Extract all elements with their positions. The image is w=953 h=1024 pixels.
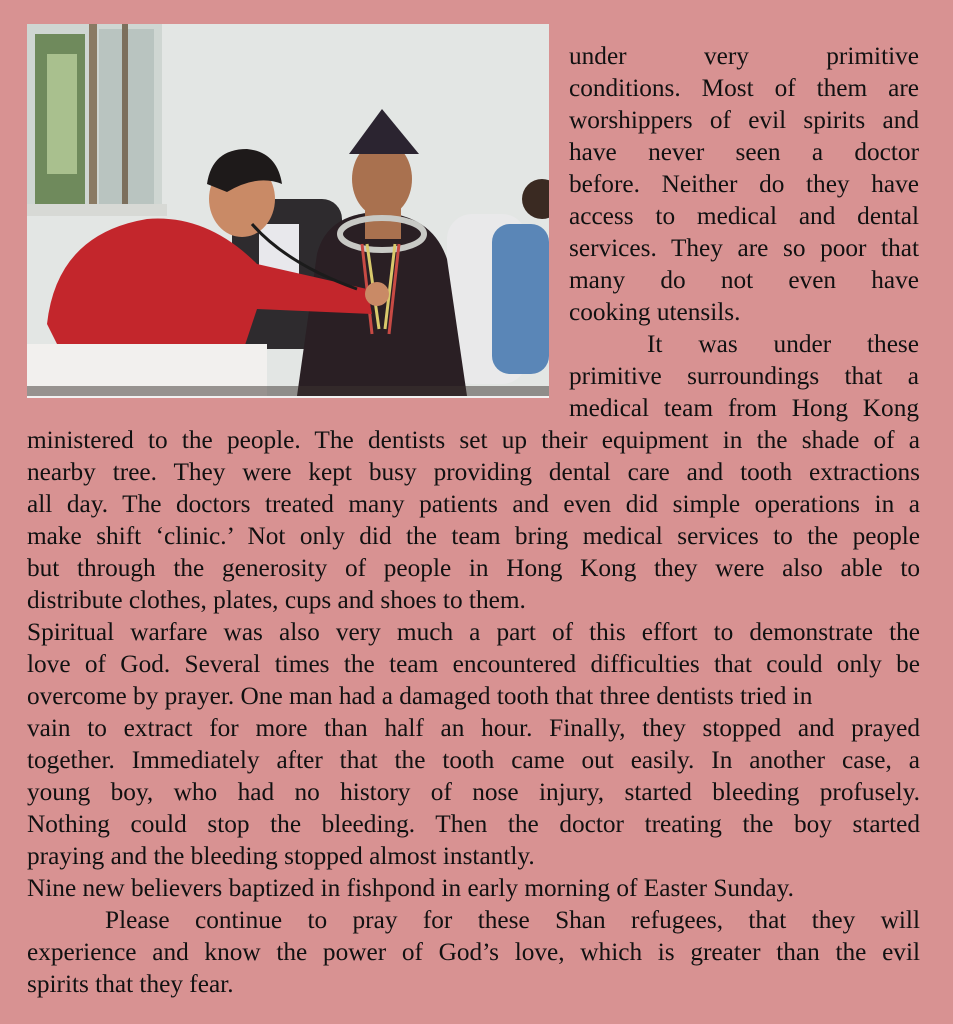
text-line-7: Spiritual warfare was also very much a part of this effort to demonstrate the bbox=[27, 618, 920, 646]
text-line-16: Please continue to pray for these Shan refugees, that they will bbox=[105, 906, 920, 934]
text-line-6: distribute clothes, plates, cups and shoes to them. bbox=[27, 586, 526, 614]
text-line-right-1: under very primitive bbox=[569, 42, 919, 70]
text-line-right-3: worshippers of evil spirits and bbox=[569, 106, 919, 134]
text-line-1: ministered to the people. The dentists set up their equipment in the shade of a bbox=[27, 426, 920, 454]
text-line-3: all day. The doctors treated many patients and even did simple operations in a bbox=[27, 490, 920, 518]
text-line-right-12: medical team from Hong Kong bbox=[569, 394, 919, 422]
text-line-8: love of God. Several times the team encountered difficulties that could only be bbox=[27, 650, 920, 678]
text-line-right-7: services. They are so poor that bbox=[569, 234, 919, 262]
text-line-right-8: many do not even have bbox=[569, 266, 919, 294]
text-line-right-10: It was under these bbox=[647, 330, 919, 358]
text-line-right-9: cooking utensils. bbox=[569, 298, 741, 326]
text-line-11: together. Immediately after that the tooth came out easily. In another case, a bbox=[27, 746, 920, 774]
text-line-12: young boy, who had no history of nose injury, started bleeding profusely. bbox=[27, 778, 920, 806]
text-line-13: Nothing could stop the bleeding. Then the doctor treating the boy started bbox=[27, 810, 920, 838]
photo-doctor-examining-woman bbox=[27, 24, 549, 398]
text-line-18: spirits that they fear. bbox=[27, 970, 234, 998]
text-line-5: but through the generosity of people in Hong Kong they were also able to bbox=[27, 554, 920, 582]
text-line-17: experience and know the power of God’s love, which is greater than the evil bbox=[27, 938, 920, 966]
text-line-9: overcome by prayer. One man had a damaged tooth that three dentists tried in bbox=[27, 682, 813, 710]
text-line-15: Nine new believers baptized in fishpond in early morning of Easter Sunday. bbox=[27, 874, 794, 902]
text-line-14: praying and the bleeding stopped almost instantly. bbox=[27, 842, 535, 870]
text-line-right-6: access to medical and dental bbox=[569, 202, 919, 230]
text-line-right-4: have never seen a doctor bbox=[569, 138, 919, 166]
text-line-right-11: primitive surroundings that a bbox=[569, 362, 919, 390]
text-line-right-5: before. Neither do they have bbox=[569, 170, 919, 198]
text-line-10: vain to extract for more than half an hour. Finally, they stopped and prayed bbox=[27, 714, 920, 742]
text-line-2: nearby tree. They were kept busy providing dental care and tooth extractions bbox=[27, 458, 920, 486]
text-line-4: make shift ‘clinic.’ Not only did the team bring medical services to the people bbox=[27, 522, 920, 550]
text-line-right-2: conditions. Most of them are bbox=[569, 74, 919, 102]
